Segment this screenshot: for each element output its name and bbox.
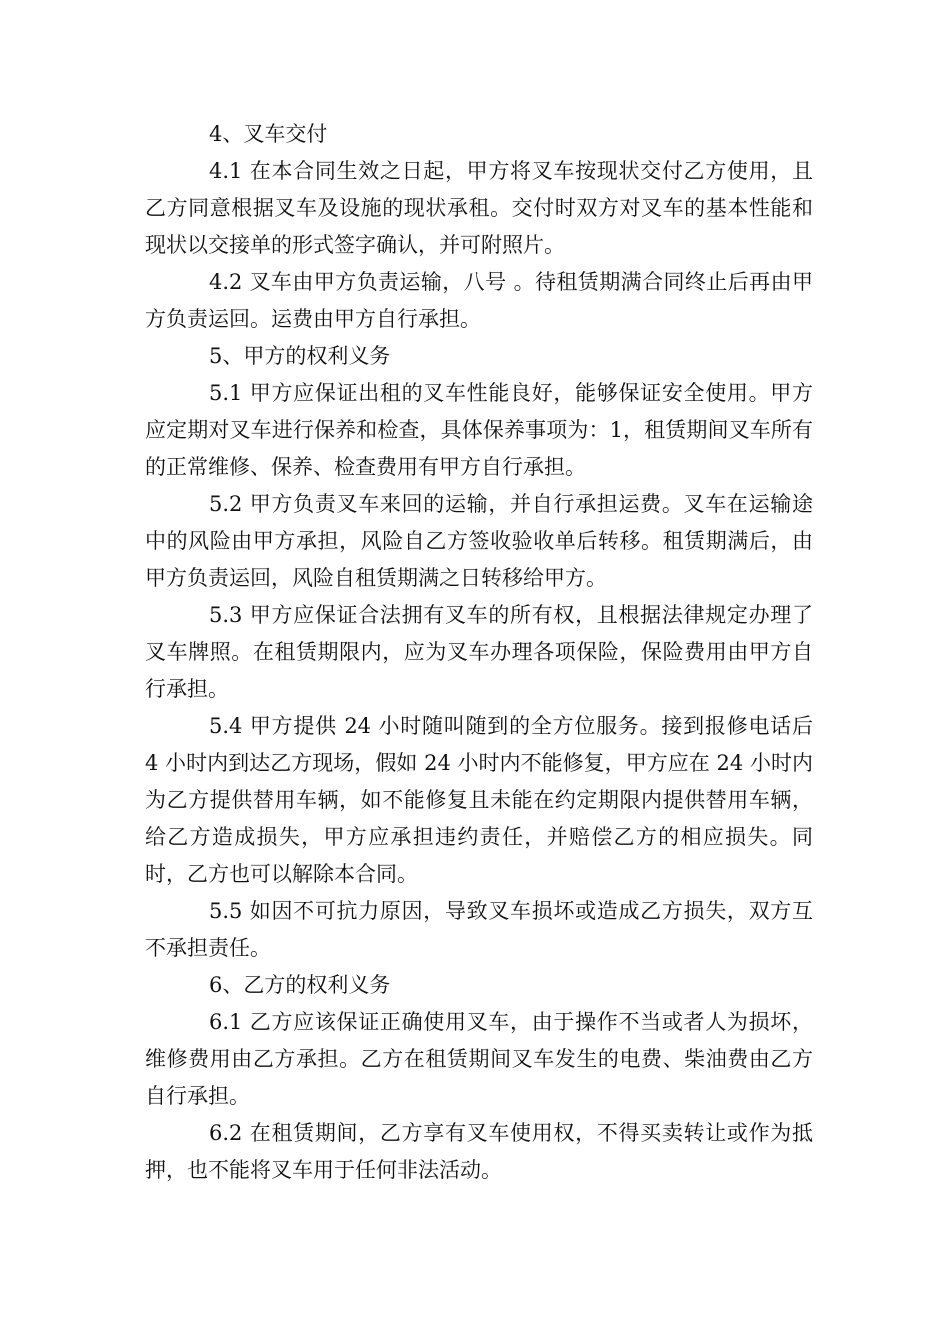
clause-5-4: 5.4 甲方提供 24 小时随叫随到的全方位服务。接到报修电话后 4 小时内到达乙方现场，假如 24 小时内不能修复，甲方应在 24 小时内为乙方提供替用车辆，如不能修复且未能在约定期限内提供替用车辆，给乙方造成损失，甲方应承担违约责任，并赔偿乙方的相应损失。同时，乙方也可以解除本合同。 — [145, 714, 813, 886]
clause-4-2: 4.2 叉车由甲方负责运输，八号 。待租赁期满合同终止后再由甲方负责运回。运费由甲方自行承担。 — [145, 270, 813, 331]
clause-6-1: 6.1 乙方应该保证正确使用叉车，由于操作不当或者人为损坏，维修费用由乙方承担。乙方在租赁期间叉车发生的电费、柴油费由乙方自行承担。 — [145, 1010, 813, 1108]
clause-5-5: 5.5 如因不可抗力原因，导致叉车损坏或造成乙方损失，双方互不承担责任。 — [145, 899, 813, 960]
clause-6-2: 6.2 在租赁期间，乙方享有叉车使用权，不得买卖转让或作为抵押，也不能将叉车用于任何非法活动。 — [145, 1121, 813, 1182]
clause-5-2: 5.2 甲方负责叉车来回的运输，并自行承担运费。叉车在运输途中的风险由甲方承担，风险自乙方签收验收单后转移。租赁期满后，由甲方负责运回，风险自租赁期满之日转移给甲方。 — [145, 492, 813, 590]
section-heading-5: 5、甲方的权利义务 — [209, 344, 391, 368]
clause-4-1: 4.1 在本合同生效之日起，甲方将叉车按现状交付乙方使用，且乙方同意根据叉车及设施的现状承租。交付时双方对叉车的基本性能和现状以交接单的形式签字确认，并可附照片。 — [145, 159, 813, 257]
clause-5-3: 5.3 甲方应保证合法拥有叉车的所有权，且根据法律规定办理了叉车牌照。在租赁期限内，应为叉车办理各项保险，保险费用由甲方自行承担。 — [145, 603, 813, 701]
clause-5-1: 5.1 甲方应保证出租的叉车性能良好，能够保证安全使用。甲方应定期对叉车进行保养和检查，具体保养事项为：1，租赁期间叉车所有的正常维修、保养、检查费用有甲方自行承担。 — [145, 381, 813, 479]
document-body — [145, 116, 813, 1189]
section-heading-4: 4、叉车交付 — [209, 122, 328, 146]
section-heading-6: 6、乙方的权利义务 — [209, 973, 391, 997]
